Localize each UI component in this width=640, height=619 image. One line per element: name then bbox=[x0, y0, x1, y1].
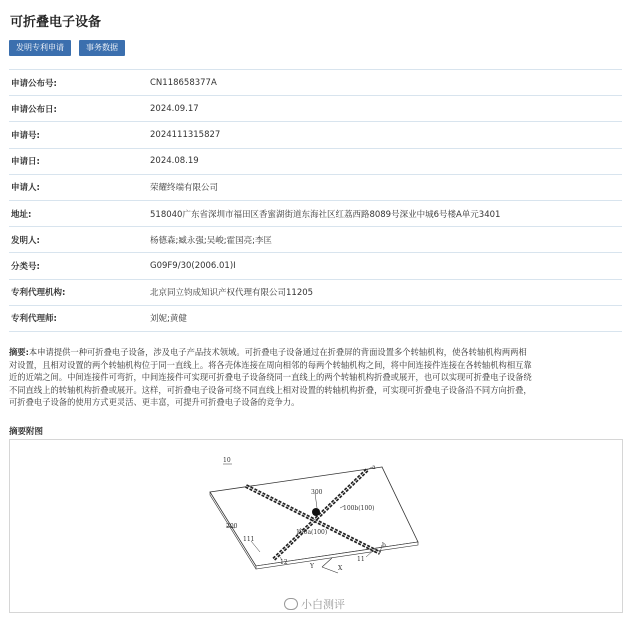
detail-label: 分类号: bbox=[11, 261, 40, 272]
page-title: 可折叠电子设备 bbox=[10, 15, 102, 30]
abstract-line: 可折叠电子设备的使用方式更灵活、更丰富，可提升可折叠电子设备的竞争力。 bbox=[9, 397, 300, 408]
label-a: a bbox=[372, 464, 376, 471]
abstract-line: 对设置，且相对设置的两个转轴机构位于同一直线上。将各壳体连接在周向相邻的每两个转轴机构之间，将中间连接件连接在各转轴机构相互靠 bbox=[9, 359, 532, 370]
detail-value: 北京同立钧成知识产权代理有限公司11205 bbox=[150, 288, 314, 299]
axis-y-label: Y bbox=[310, 563, 314, 570]
patent-details-table bbox=[9, 69, 622, 332]
detail-label: 地址: bbox=[11, 209, 32, 220]
abstract-line: 不同直线上的转轴机构折叠或展开。这样，可折叠电子设备可绕不同直线上相对设置的转轴机构折叠，可实现可折叠电子设备沿不同方向折叠， bbox=[9, 384, 532, 395]
watermark-text: 小白测评 bbox=[301, 598, 345, 611]
detail-value: 2024111315827 bbox=[150, 129, 221, 140]
center-connector bbox=[312, 508, 320, 516]
detail-label: 发明人: bbox=[11, 235, 40, 246]
watermark bbox=[284, 596, 345, 612]
tab-transaction-data[interactable]: 事务数据 bbox=[79, 40, 125, 56]
label-100b: 100b(100) bbox=[343, 505, 375, 512]
label-111: 111 bbox=[243, 536, 255, 543]
label-100a: 100a(100) bbox=[296, 529, 328, 536]
abstract-text bbox=[9, 346, 621, 409]
detail-value: 2024.08.19 bbox=[150, 156, 199, 167]
detail-value: 518040广东省深圳市福田区香蜜湖街道东海社区红荔西路8089号深业中城6号楼A单元3401 bbox=[150, 209, 501, 220]
detail-label: 专利代理师: bbox=[11, 314, 57, 325]
figure-number-label: 10 bbox=[223, 457, 231, 464]
detail-row bbox=[9, 70, 622, 96]
detail-row bbox=[9, 227, 622, 253]
axis-indicator bbox=[322, 558, 338, 573]
figure-title: 摘要附图 bbox=[9, 427, 44, 437]
abstract-line: 近的近端之间。中间连接件可弯折，中间连接件可实现可折叠电子设备绕同一直线上的两个转轴机构折叠或展开，也可以实现可折叠电子设备绕 bbox=[9, 372, 532, 383]
label-200: 200 bbox=[226, 523, 238, 530]
label-12: 12 bbox=[280, 559, 288, 566]
detail-label: 申请号: bbox=[11, 130, 40, 141]
detail-row bbox=[9, 122, 622, 148]
label-b: b bbox=[382, 542, 386, 549]
detail-row bbox=[9, 175, 622, 201]
detail-value: 刘妮;黄健 bbox=[150, 314, 187, 325]
tab-invention-application[interactable]: 发明专利申请 bbox=[9, 40, 71, 56]
detail-label: 申请人: bbox=[11, 183, 40, 194]
device-drawing bbox=[10, 440, 622, 612]
detail-value: 2024.09.17 bbox=[150, 103, 199, 114]
tab-bar bbox=[9, 40, 125, 56]
detail-row bbox=[9, 149, 622, 175]
abstract-figure bbox=[9, 439, 623, 613]
detail-label: 申请公布日: bbox=[11, 104, 57, 115]
detail-label: 专利代理机构: bbox=[11, 288, 66, 299]
device-plate bbox=[210, 467, 418, 566]
detail-row bbox=[9, 306, 622, 332]
detail-row bbox=[9, 96, 622, 122]
detail-row bbox=[9, 253, 622, 279]
detail-row bbox=[9, 201, 622, 227]
detail-value: 杨德森;臧永强;吴峻;霍国亮;李匡 bbox=[150, 235, 272, 246]
abstract-label: 摘要: bbox=[9, 347, 29, 357]
detail-label: 申请公布号: bbox=[11, 78, 57, 89]
abstract-line: 本申请提供一种可折叠电子设备，涉及电子产品技术领域。可折叠电子设备通过在折叠屏的背面设置多个转轴机构，使各转轴机构两两相 bbox=[28, 347, 527, 357]
label-11: 11 bbox=[357, 556, 365, 563]
detail-value: CN118658377A bbox=[150, 77, 217, 88]
detail-value: 荣耀终端有限公司 bbox=[150, 183, 219, 194]
detail-value: G09F9/30(2006.01)I bbox=[150, 260, 236, 271]
weibo-icon bbox=[284, 598, 298, 610]
detail-row bbox=[9, 280, 622, 306]
label-300: 300 bbox=[311, 489, 323, 496]
detail-label: 申请日: bbox=[11, 157, 40, 168]
axis-x-label: X bbox=[338, 565, 343, 572]
